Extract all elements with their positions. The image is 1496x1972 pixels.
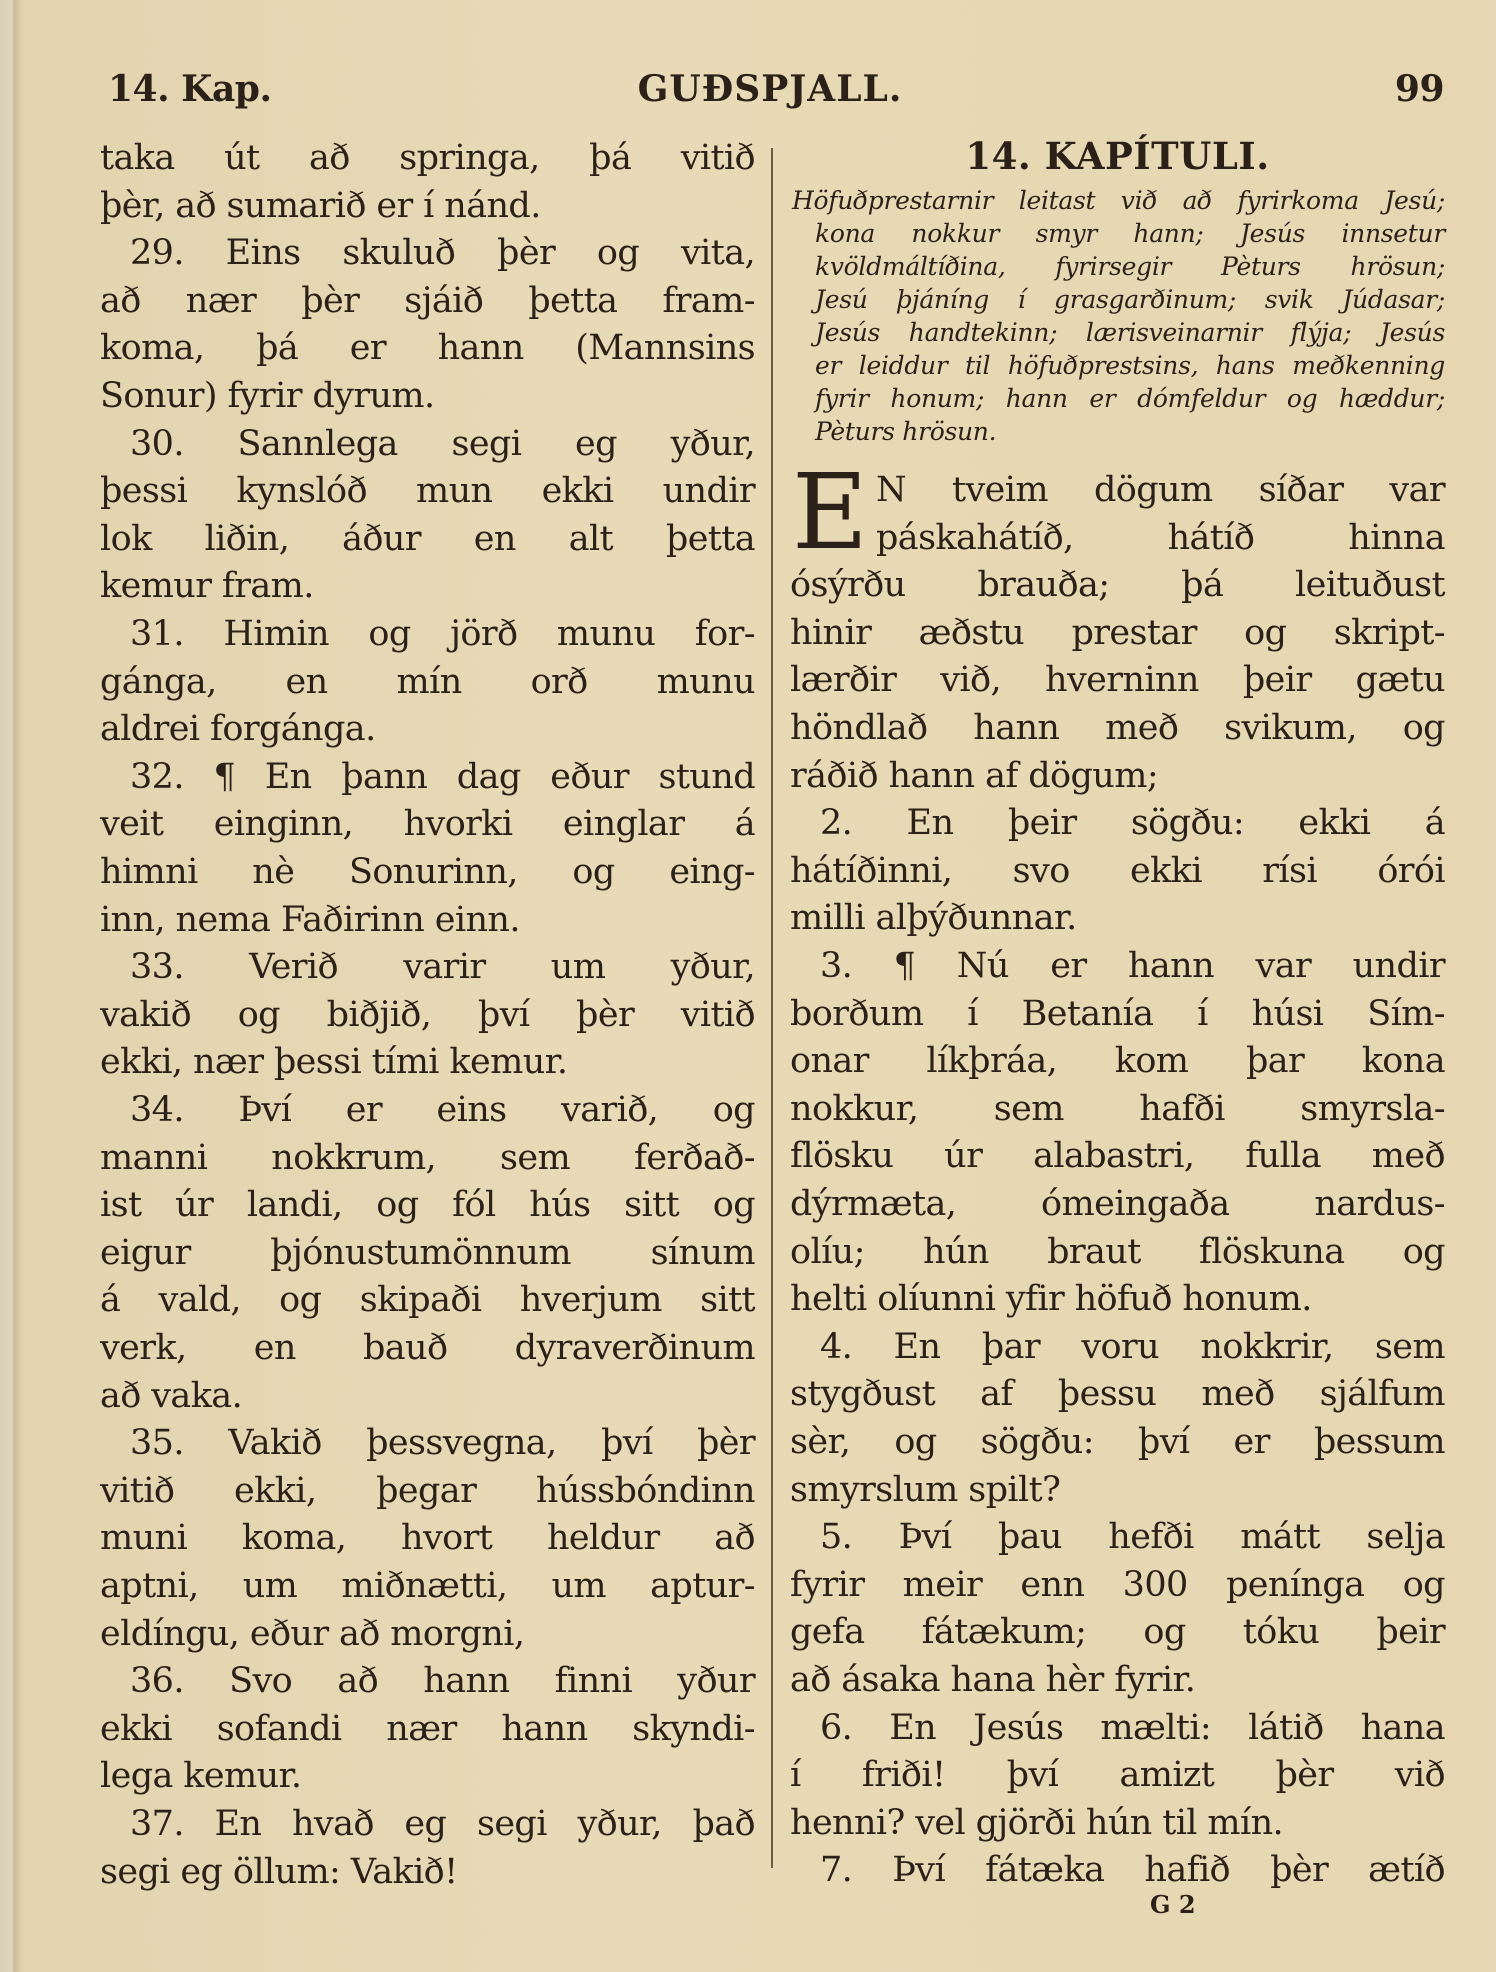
- text-line: 7. Því fátæka hafið þèr ætíð: [820, 1850, 1445, 1891]
- text-line: að nær þèr sjáið þetta fram-: [100, 280, 755, 321]
- text-line: 6. En Jesús mælti: látið hana: [820, 1707, 1445, 1748]
- text-line: nokkur, sem hafði smyrsla-: [790, 1088, 1445, 1129]
- text-line: 30. Sannlega segi eg yður,: [130, 423, 755, 464]
- text-line: N tveim dögum síðar var: [876, 470, 1445, 510]
- text-line: ráðið hann af dögum;: [790, 755, 1159, 796]
- text-line: á vald, og skipaði hverjum sitt: [100, 1280, 755, 1321]
- text-line: 34. Því er eins varið, og: [130, 1090, 755, 1130]
- text-line: lega kemur.: [100, 1756, 302, 1797]
- summary-line: er leiddur til höfuðprestsins, hans meðkenning: [815, 351, 1445, 380]
- running-head-title: GUÐSPJALL.: [637, 68, 903, 110]
- text-line: inn, nema Faðirinn einn.: [100, 899, 520, 940]
- signature-mark: G 2: [1150, 1890, 1196, 1919]
- text-line: 31. Himin og jörð munu for-: [130, 614, 755, 654]
- text-line: flösku úr alabastri, fulla með: [790, 1136, 1445, 1177]
- text-line: 37. En hvað eg segi yður, það: [130, 1804, 755, 1844]
- column-divider: [771, 148, 773, 1868]
- text-line: höndlað hann með svikum, og: [790, 708, 1445, 748]
- text-line: aptni, um miðnætti, um aptur-: [100, 1566, 755, 1606]
- text-line: borðum í Betanía í húsi Sím-: [790, 993, 1445, 1034]
- text-line: muni koma, hvort heldur að: [100, 1518, 755, 1559]
- text-line: eldíngu, eður að morgni,: [100, 1613, 525, 1654]
- drop-cap: E: [792, 451, 868, 573]
- summary-line: kvöldmáltíðina, fyrirsegir Pèturs hrösun;: [815, 252, 1445, 281]
- text-line: hátíðinni, svo ekki rísi órói: [790, 850, 1445, 891]
- summary-line: fyrir honum; hann er dómfeldur og hæddur;: [815, 384, 1445, 413]
- text-line: 2. En þeir sögðu: ekki á: [820, 803, 1445, 844]
- text-line: Sonur) fyrir dyrum.: [100, 376, 435, 416]
- text-line: í friði! því amizt þèr við: [790, 1755, 1445, 1796]
- text-line: 33. Verið varir um yður,: [130, 947, 755, 988]
- text-line: henni? vel gjörði hún til mín.: [790, 1802, 1284, 1843]
- text-line: lærðir við, hverninn þeir gætu: [790, 660, 1445, 701]
- text-line: manni nokkrum, sem ferðað-: [100, 1137, 755, 1178]
- text-line: verk, en bauð dyraverðinum: [100, 1328, 755, 1368]
- text-line: vitið ekki, þegar hússbóndinn: [100, 1470, 755, 1511]
- chapter-title: 14. KAPÍTULI.: [965, 134, 1270, 178]
- text-line: ist úr landi, og fól hús sitt og: [100, 1185, 755, 1226]
- text-line: að vaka.: [100, 1375, 243, 1416]
- text-line: segi eg öllum: Vakið!: [100, 1851, 458, 1892]
- text-line: 35. Vakið þessvegna, því þèr: [130, 1423, 755, 1464]
- text-line: ekki, nær þessi tími kemur.: [100, 1042, 568, 1083]
- text-line: hinir æðstu prestar og skript-: [790, 612, 1445, 653]
- text-line: eigur þjónustumönnum sínum: [100, 1232, 755, 1273]
- text-line: himni nè Sonurinn, og eing-: [100, 852, 755, 892]
- text-line: stygðust af þessu með sjálfum: [790, 1374, 1445, 1415]
- text-line: ósýrðu brauða; þá leituðust: [790, 565, 1445, 606]
- text-line: þèr, að sumarið er í nánd.: [100, 185, 541, 226]
- summary-line: Pèturs hrösun.: [815, 417, 997, 446]
- text-line: 29. Eins skuluð þèr og vita,: [130, 233, 755, 274]
- page-number: 99: [1394, 68, 1444, 110]
- text-line: sèr, og sögðu: því er þessum: [790, 1422, 1445, 1462]
- text-line: onar líkþráa, kom þar kona: [790, 1041, 1445, 1082]
- text-line: páskahátíð, hátíð hinna: [876, 517, 1445, 558]
- text-line: 36. Svo að hann finni yður: [130, 1661, 755, 1702]
- text-line: þessi kynslóð mun ekki undir: [100, 471, 755, 512]
- summary-line: Jesús handtekinn; lærisveinarnir flýja; Jesús: [815, 318, 1445, 347]
- text-line: 5. Því þau hefði mátt selja: [820, 1517, 1445, 1558]
- text-line: 3. ¶ Nú er hann var undir: [820, 946, 1445, 986]
- text-line: helti olíunni yfir höfuð honum.: [790, 1279, 1312, 1320]
- text-line: olíu; hún braut flöskuna og: [790, 1231, 1445, 1272]
- text-line: kemur fram.: [100, 566, 314, 607]
- summary-line: Jesú þjáníng í grasgarðinum; svik Júdasar;: [815, 285, 1445, 314]
- summary-line: kona nokkur smyr hann; Jesús innsetur: [815, 219, 1445, 248]
- text-line: dýrmæta, ómeingaða nardus-: [790, 1184, 1445, 1224]
- summary-line: Höfuðprestarnir leitast við að fyrirkoma Jesú;: [792, 186, 1445, 215]
- text-line: taka út að springa, þá vitið: [100, 138, 755, 178]
- text-line: ekki sofandi nær hann skyndi-: [100, 1708, 755, 1749]
- text-line: milli alþýðunnar.: [790, 898, 1077, 939]
- text-line: að ásaka hana hèr fyrir.: [790, 1660, 1196, 1700]
- text-line: 32. ¶ En þann dag eður stund: [130, 756, 755, 797]
- text-line: smyrslum spilt?: [790, 1469, 1061, 1510]
- text-line: fyrir meir enn 300 penínga og: [790, 1564, 1445, 1605]
- text-line: gánga, en mín orð munu: [100, 661, 755, 702]
- text-line: lok liðin, áður en alt þetta: [100, 518, 755, 559]
- text-line: koma, þá er hann (Mannsins: [100, 328, 755, 369]
- text-line: aldrei forgánga.: [100, 709, 376, 750]
- running-head-chapter: 14. Kap.: [108, 68, 272, 110]
- text-line: gefa fátækum; og tóku þeir: [790, 1612, 1445, 1653]
- text-line: veit einginn, hvorki einglar á: [100, 804, 755, 845]
- text-line: 4. En þar voru nokkrir, sem: [820, 1326, 1445, 1367]
- text-line: vakið og biðjið, því þèr vitið: [100, 994, 755, 1035]
